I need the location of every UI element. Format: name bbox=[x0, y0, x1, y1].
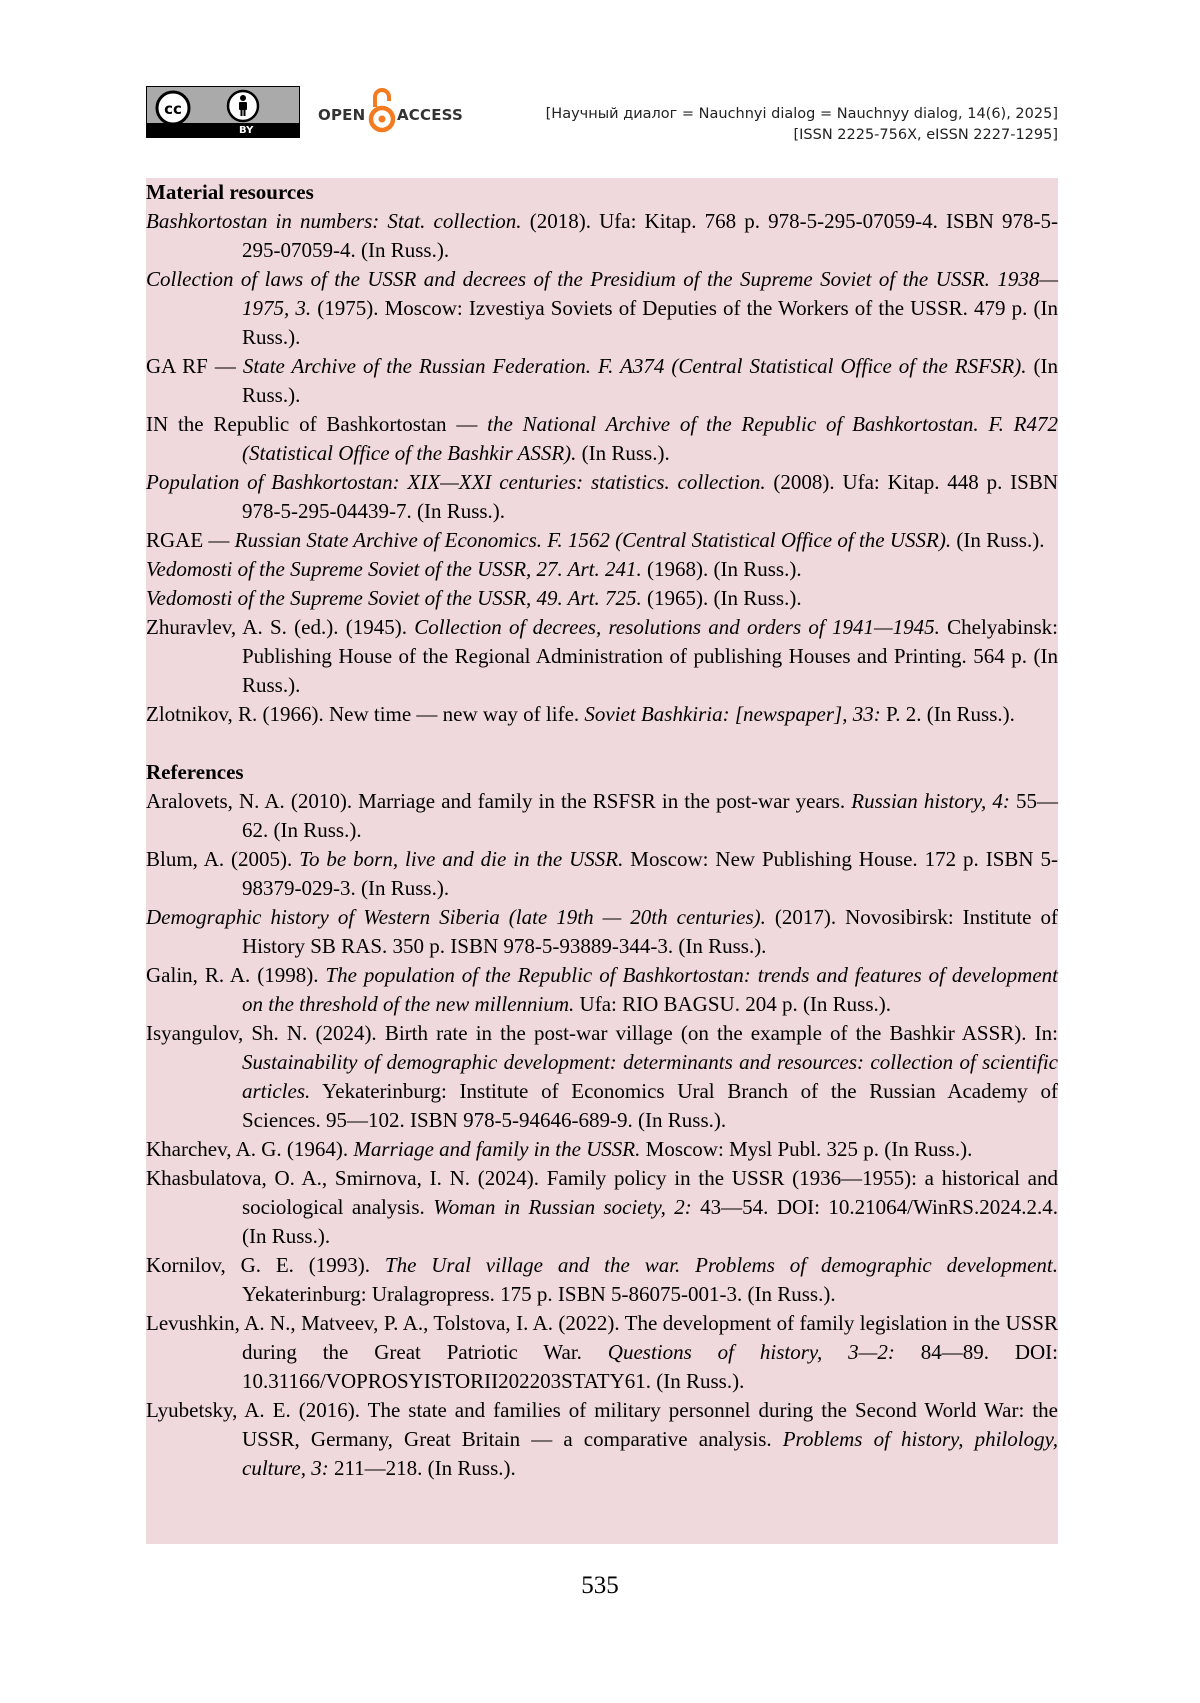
reference-title: Marriage and family in the USSR. bbox=[353, 1137, 641, 1161]
material-resource-item bbox=[146, 352, 1058, 410]
reference-item bbox=[146, 1309, 1058, 1396]
reference-item bbox=[146, 1251, 1058, 1309]
reference-text: (1968). (In Russ.). bbox=[641, 557, 802, 581]
reference-text: IN the Republic of Bashkortostan — bbox=[146, 412, 488, 436]
reference-text: 43—54. DOI: 10.21064/WinRS.2024.2.4. (In Russ.). bbox=[242, 1195, 1058, 1248]
reference-text: (In Russ.). bbox=[242, 354, 1058, 407]
reference-title: Woman in Russian society, 2: bbox=[433, 1195, 692, 1219]
material-resource-item bbox=[146, 410, 1058, 468]
material-resource-item bbox=[146, 555, 1058, 584]
reference-title: Soviet Bashkiria: [newspaper], 33: bbox=[584, 702, 881, 726]
reference-title: Russian history, 4: bbox=[851, 789, 1010, 813]
reference-text: Ufa: RIO BAGSU. 204 p. (In Russ.). bbox=[574, 992, 892, 1016]
material-resource-item bbox=[146, 526, 1058, 555]
reference-title: Vedomosti of the Supreme Soviet of the USSR, 49. Art. 725. bbox=[146, 586, 642, 610]
open-access-word-access: ACCESS bbox=[397, 106, 464, 124]
reference-item bbox=[146, 1135, 1058, 1164]
reference-text: 84—89. DOI: 10.31166/VOPROSYISTORII202203STATY61. (In Russ.). bbox=[242, 1340, 1058, 1393]
journal-citation: [Научный диалог = Nauchnyi dialog = Nauchnyy dialog, 14(6), 2025] bbox=[545, 106, 1058, 122]
reference-title: Questions of history, 3—2: bbox=[607, 1340, 895, 1364]
reference-text: (1965). (In Russ.). bbox=[641, 586, 802, 610]
reference-text: Kornilov, G. E. (1993). bbox=[146, 1253, 385, 1277]
reference-text: (1975). Moscow: Izvestiya Soviets of Deputies of the Workers of the USSR. 479 p. (In Russ.). bbox=[242, 296, 1058, 349]
reference-text: Zhuravlev, A. S. (ed.). (1945). bbox=[146, 615, 415, 639]
reference-item bbox=[146, 845, 1058, 903]
reference-title: The Ural village and the war. Problems of demographic development. bbox=[384, 1253, 1058, 1277]
material-resources-title: Material resources bbox=[146, 180, 314, 204]
reference-item bbox=[146, 961, 1058, 1019]
reference-text: GA RF — bbox=[146, 354, 243, 378]
license-label: BY bbox=[239, 125, 254, 136]
reference-text: Zlotnikov, R. (1966). New time — new way of life. bbox=[146, 702, 585, 726]
references-content bbox=[146, 178, 1058, 1544]
reference-item bbox=[146, 1396, 1058, 1483]
page-header bbox=[146, 84, 1058, 144]
material-resources-list bbox=[146, 207, 1058, 729]
reference-text: (2017). Novosibirsk: Institute of History SB RAS. 350 p. ISBN 978-5-93889-344-3. (In Russ.). bbox=[242, 905, 1058, 958]
reference-text: P. 2. (In Russ.). bbox=[880, 702, 1015, 726]
reference-text: (In Russ.). bbox=[951, 528, 1045, 552]
svg-text:cc: cc bbox=[164, 100, 182, 118]
reference-text: (2018). Ufa: Kitap. 768 p. 978-5-295-07059-4. ISBN 978-5-295-07059-4. (In Russ.). bbox=[242, 209, 1058, 262]
reference-text: Yekaterinburg: Institute of Economics Ural Branch of the Russian Academy of Sciences. 95—102. ISBN 978-5-94646-689-9. (In Russ.). bbox=[242, 1079, 1058, 1132]
reference-title: Russian State Archive of Economics. F. 1562 (Central Statistical Office of the USSR). bbox=[234, 528, 952, 552]
reference-text: Chelyabinsk: Publishing House of the Regional Administration of publishing Houses and Printing. 564 p. (In Russ.). bbox=[242, 615, 1058, 697]
reference-text: Moscow: Mysl Publ. 325 p. (In Russ.). bbox=[640, 1137, 973, 1161]
reference-text: (In Russ.). bbox=[576, 441, 670, 465]
material-resource-item bbox=[146, 468, 1058, 526]
material-resource-item bbox=[146, 584, 1058, 613]
section-spacer bbox=[146, 729, 1058, 758]
license-strip bbox=[147, 123, 299, 137]
reference-text: 55—62. (In Russ.). bbox=[242, 789, 1058, 842]
reference-title: State Archive of the Russian Federation. F. A374 (Central Statistical Office of the RSFSR). bbox=[242, 354, 1027, 378]
reference-text: Isyangulov, Sh. N. (2024). Birth rate in the post-war village (on the example of the Bashkir ASSR). In: bbox=[146, 1021, 1058, 1045]
open-access-word-open: OPEN bbox=[318, 106, 366, 124]
journal-info bbox=[546, 104, 1058, 146]
material-resource-item bbox=[146, 265, 1058, 352]
reference-item bbox=[146, 1019, 1058, 1135]
reference-title: Problems of history, philology, culture, 3: bbox=[242, 1427, 1058, 1480]
reference-item bbox=[146, 787, 1058, 845]
reference-title: the National Archive of the Republic of Bashkortostan. F. R472 (Statistical Office of the Bashkir ASSR). bbox=[242, 412, 1058, 465]
page-number: 535 bbox=[581, 1572, 619, 1599]
reference-item bbox=[146, 903, 1058, 961]
reference-text: Moscow: New Publishing House. 172 p. ISBN 5-98379-029-3. (In Russ.). bbox=[242, 847, 1058, 900]
creative-commons-icon bbox=[155, 90, 191, 126]
reference-text: Lyubetsky, A. E. (2016). The state and families of military personnel during the Second World War: the USSR, Germany, Great Britain — a comparative analysis. bbox=[146, 1398, 1058, 1451]
reference-title: To be born, live and die in the USSR. bbox=[299, 847, 624, 871]
reference-title: Collection of laws of the USSR and decrees of the Presidium of the Supreme Soviet of the USSR. 1938—1975, 3. bbox=[146, 267, 1058, 320]
references-list bbox=[146, 787, 1058, 1483]
reference-text: Kharchev, A. G. (1964). bbox=[146, 1137, 354, 1161]
reference-title: Vedomosti of the Supreme Soviet of the USSR, 27. Art. 241. bbox=[146, 557, 642, 581]
material-resource-item bbox=[146, 700, 1058, 729]
material-resource-item bbox=[146, 207, 1058, 265]
reference-text: Blum, A. (2005). bbox=[146, 847, 300, 871]
reference-text: Galin, R. A. (1998). bbox=[146, 963, 326, 987]
reference-title: Sustainability of demographic development: determinants and resources: collection of scientific articles. bbox=[242, 1050, 1058, 1103]
reference-text: Khasbulatova, O. A., Smirnova, I. N. (2024). Family policy in the USSR (1936—1955): a historical and sociological analysis. bbox=[146, 1166, 1058, 1219]
attribution-icon bbox=[226, 89, 260, 123]
reference-item bbox=[146, 1164, 1058, 1251]
reference-text: Yekaterinburg: Uralagropress. 175 p. ISBN 5-86075-001-3. (In Russ.). bbox=[242, 1282, 836, 1306]
reference-title: The population of the Republic of Bashkortostan: trends and features of development on the threshold of the new millennium. bbox=[242, 963, 1058, 1016]
reference-text: RGAE — bbox=[146, 528, 235, 552]
reference-text: Aralovets, N. A. (2010). Marriage and family in the RSFSR in the post-war years. bbox=[146, 789, 852, 813]
reference-title: Collection of decrees, resolutions and orders of 1941—1945. bbox=[414, 615, 940, 639]
material-resource-item bbox=[146, 613, 1058, 700]
journal-issn: [ISSN 2225-756X, eISSN 2227-1295] bbox=[793, 127, 1058, 143]
reference-text: (2008). Ufa: Kitap. 448 p. ISBN 978-5-295-04439-7. (In Russ.). bbox=[242, 470, 1058, 523]
reference-title: Population of Bashkortostan: XIX—XXI centuries: statistics. collection. bbox=[146, 470, 766, 494]
reference-text: Levushkin, A. N., Matveev, P. A., Tolstova, I. A. (2022). The development of family legislation in the USSR during the Great Patriotic War. bbox=[146, 1311, 1058, 1364]
reference-title: Bashkortostan in numbers: Stat. collection. bbox=[146, 209, 522, 233]
reference-title: Demographic history of Western Siberia (late 19th — 20th centuries). bbox=[146, 905, 766, 929]
references-title: References bbox=[146, 760, 244, 784]
reference-text: 211—218. (In Russ.). bbox=[328, 1456, 516, 1480]
open-access-lock-icon bbox=[368, 85, 396, 137]
cc-by-license-badge[interactable] bbox=[146, 86, 300, 138]
